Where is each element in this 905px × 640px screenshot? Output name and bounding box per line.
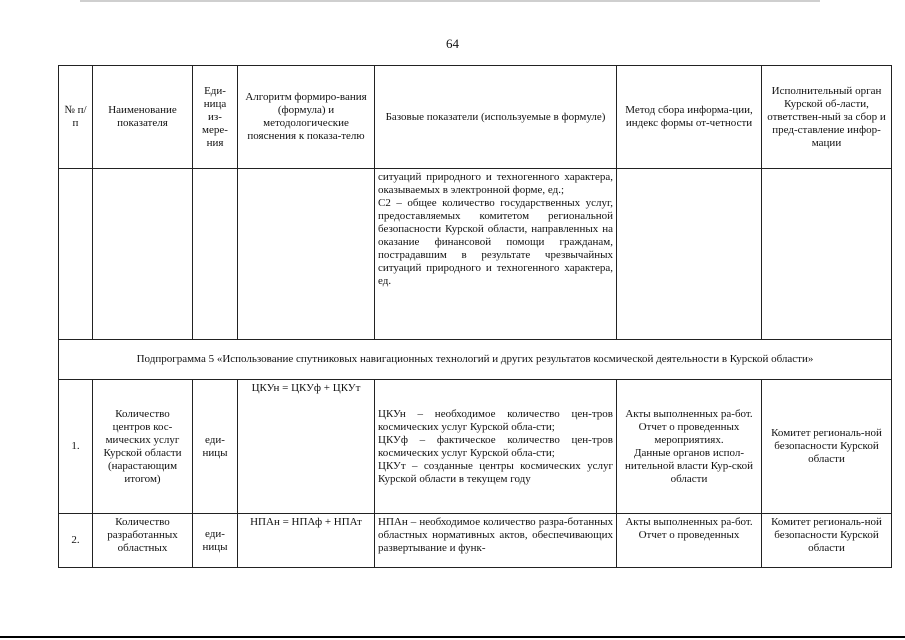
header-unit: Еди-ница из-мере-ния	[193, 66, 238, 169]
header-algorithm: Алгоритм формиро-вания (формула) и методологические пояснения к показа-телю	[238, 66, 375, 169]
cell-empty	[617, 169, 762, 340]
cell-empty	[59, 169, 93, 340]
row-num: 1.	[59, 380, 93, 514]
continuation-base-text-1: ситуаций природного и техногенного характера, оказываемых в электронной форме, ед.;	[378, 171, 613, 196]
row-method-text-2: Отчет о проведенных мероприятиях.	[638, 420, 740, 446]
subprogram-row	[59, 340, 892, 380]
indicators-table	[58, 65, 892, 568]
row-base-text-2: ЦКУф – фактическое количество цен-тров космических услуг Курской обла-сти;	[378, 433, 613, 459]
row-base-text-1: НПАн – необходимое количество разра-ботанных областных нормативных актов, обеспечивающих развертывание и функ-	[378, 516, 613, 554]
row-base-cell	[375, 380, 617, 514]
row-unit: еди-ницы	[193, 380, 238, 514]
row-method-text-1: Акты выполненных ра-бот.	[625, 516, 753, 528]
cell-empty	[193, 169, 238, 340]
row-method-text-3: Данные органов испол-нительной власти Кур-ской области	[625, 446, 753, 485]
header-num: № п/п	[59, 66, 93, 169]
row-formula: НПАн = НПАф + НПАт	[238, 514, 375, 568]
row-unit: еди-ницы	[193, 514, 238, 568]
header-base: Базовые показатели (используемые в формуле)	[375, 66, 617, 169]
continuation-row	[59, 169, 892, 340]
row-method-text-1: Акты выполненных ра-бот.	[625, 407, 753, 420]
row-num: 2.	[59, 514, 93, 568]
subprogram-title: Подпрограмма 5 «Использование спутниковых навигационных технологий и других результатов космической деятельности в Курской области»	[59, 340, 892, 380]
row-base-text-1: ЦКУн – необходимое количество цен-тров космических услуг Курской обла-сти;	[378, 407, 613, 433]
continuation-base-text-2: С2 – общее количество государственных услуг, предоставляемых комитетом региональной безопасности Курской области, направленных на оказание финансовой помощи гражданам, пострадавшим в результате чрезвычайных ситуаций природного и техногенного характера, ед.	[378, 197, 613, 287]
page-number: 64	[446, 36, 459, 51]
scan-edge-artifact	[80, 0, 820, 2]
cell-empty	[762, 169, 892, 340]
row-name: Количество разработанных областных	[93, 514, 193, 568]
row-method-cell	[617, 514, 762, 568]
header-org: Исполнительный орган Курской об-ласти, ответствен-ный за сбор и пред-ставление инфор-мации	[762, 66, 892, 169]
table-row	[59, 514, 892, 568]
row-formula: ЦКУн = ЦКУф + ЦКУт	[238, 380, 375, 514]
scan-bottom-border	[0, 636, 905, 638]
header-name: Наименование показателя	[93, 66, 193, 169]
header-row	[59, 66, 892, 169]
continuation-base-cell	[375, 169, 617, 340]
cell-empty	[238, 169, 375, 340]
row-base-text-3: ЦКУт – созданные центры космических услуг Курской области в текущем году	[378, 459, 613, 485]
row-base-cell	[375, 514, 617, 568]
row-method-cell	[617, 380, 762, 514]
table-row	[59, 380, 892, 514]
cell-empty	[93, 169, 193, 340]
row-method-text-2: Отчет о проведенных	[638, 529, 740, 541]
row-org: Комитет региональ-ной безопасности Курской области	[762, 380, 892, 514]
header-method: Метод сбора информа-ции, индекс формы от-четности	[617, 66, 762, 169]
row-org: Комитет региональ-ной безопасности Курской области	[762, 514, 892, 568]
row-name: Количество центров кос-мических услуг Курской области (нарастающим итогом)	[93, 380, 193, 514]
